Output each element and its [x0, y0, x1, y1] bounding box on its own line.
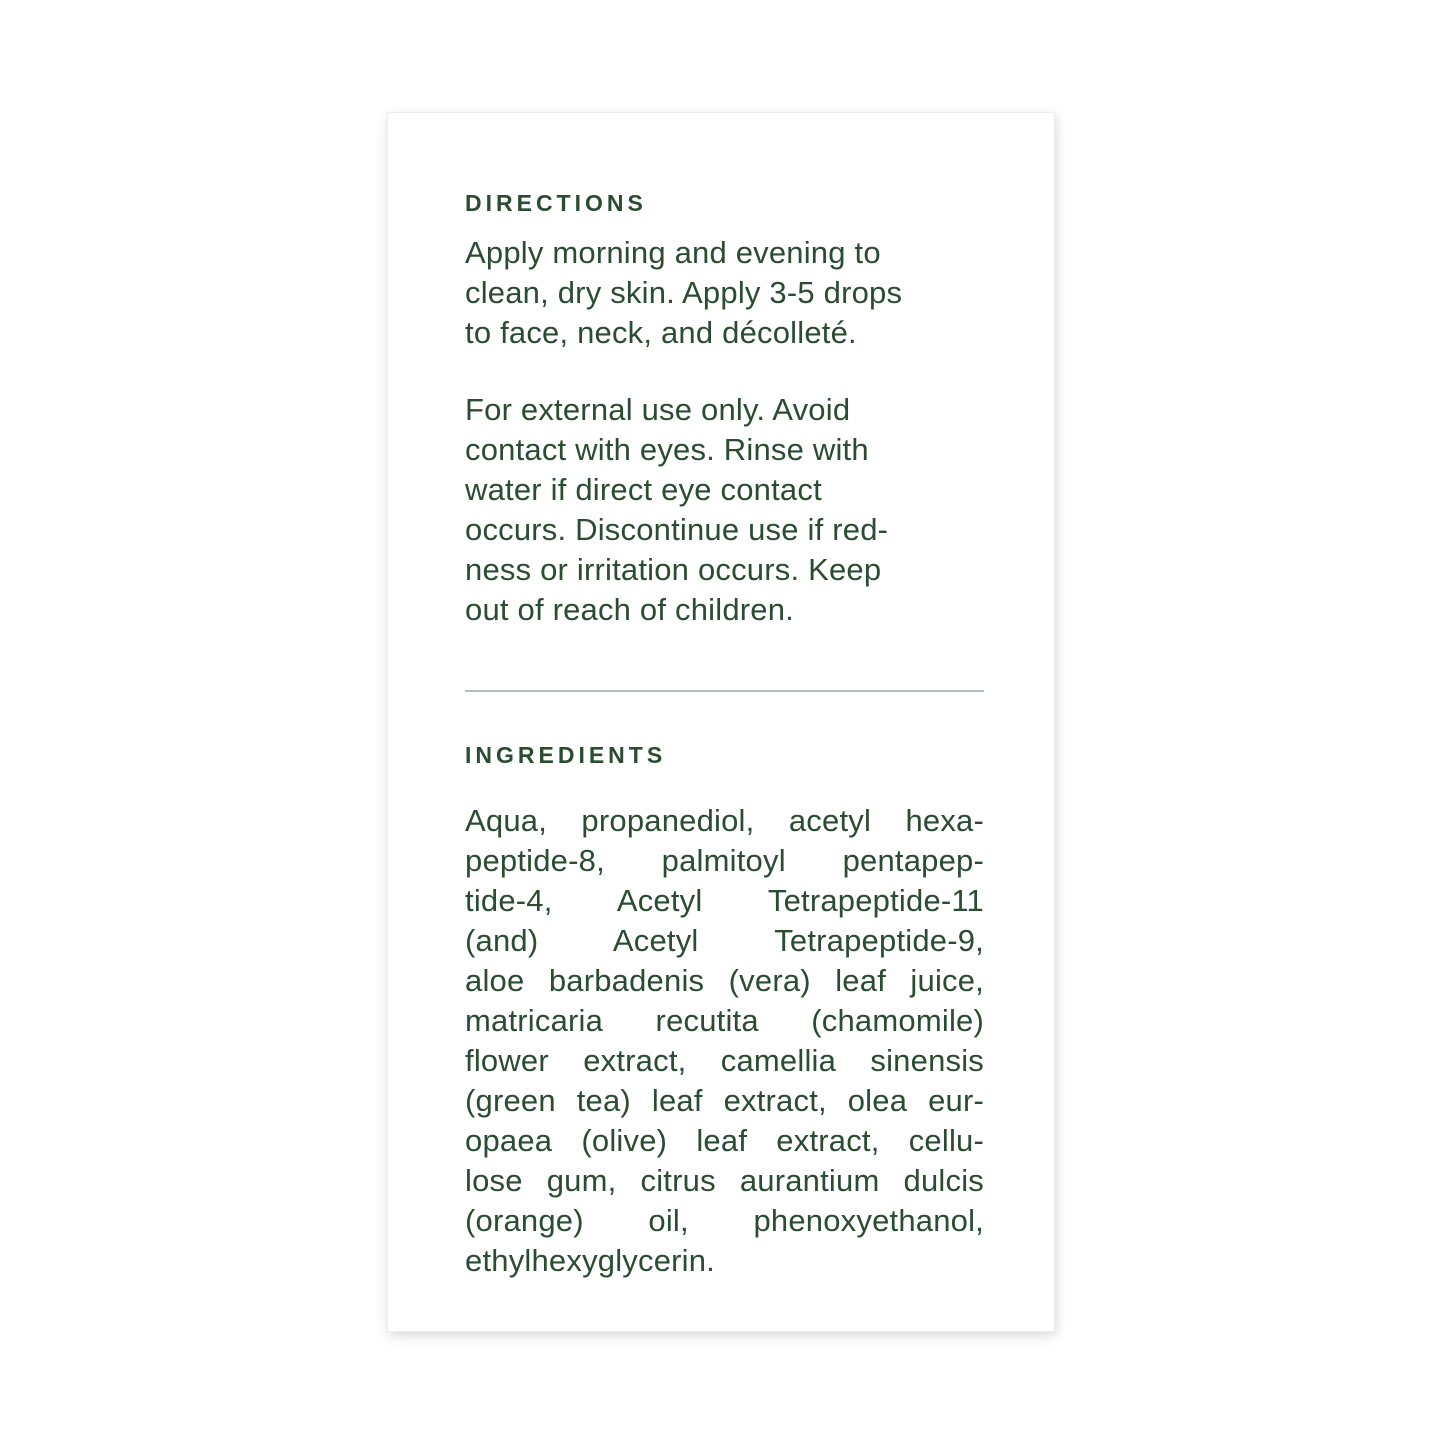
text-line: to face, neck, and décolleté. [465, 315, 857, 350]
text-line: flower extract, camellia sinensis [465, 1043, 984, 1078]
text-line: (green tea) leaf extract, olea eur- [465, 1083, 984, 1118]
text-line: tide-4, Acetyl Tetrapeptide-11 [465, 883, 984, 918]
text-line: matricaria recutita (chamomile) [465, 1003, 984, 1038]
text-line: ness or irritation occurs. Keep [465, 552, 882, 587]
ingredients-section [465, 741, 984, 1281]
text-line: aloe barbadenis (vera) leaf juice, [465, 963, 984, 998]
text-line: (and) Acetyl Tetrapeptide-9, [465, 923, 984, 958]
text-line: For external use only. Avoid [465, 392, 851, 427]
text-line: Aqua, propanediol, acetyl hexa- [465, 803, 984, 838]
text-line: out of reach of children. [465, 592, 794, 627]
product-label-card [387, 112, 1055, 1332]
text-line: water if direct eye contact [465, 472, 822, 507]
text-line: Apply morning and evening to [465, 235, 881, 270]
directions-paragraph-warning [465, 390, 984, 630]
text-line: peptide-8, palmitoyl pentapep- [465, 843, 984, 878]
directions-heading: DIRECTIONS [465, 190, 647, 216]
text-line: clean, dry skin. Apply 3-5 drops [465, 275, 903, 310]
ingredients-heading: INGREDIENTS [465, 742, 667, 768]
section-divider [465, 690, 984, 692]
text-line: (orange) oil, phenoxyethanol, [465, 1203, 984, 1238]
text-line: opaea (olive) leaf extract, cellu- [465, 1123, 984, 1158]
ingredients-list [465, 801, 984, 1281]
directions-paragraph-usage [465, 233, 984, 353]
text-line: occurs. Discontinue use if red- [465, 512, 889, 547]
directions-section [465, 189, 984, 630]
text-line: lose gum, citrus aurantium dulcis [465, 1163, 984, 1198]
text-line: ethylhexyglycerin. [465, 1243, 715, 1278]
text-line: contact with eyes. Rinse with [465, 432, 869, 467]
